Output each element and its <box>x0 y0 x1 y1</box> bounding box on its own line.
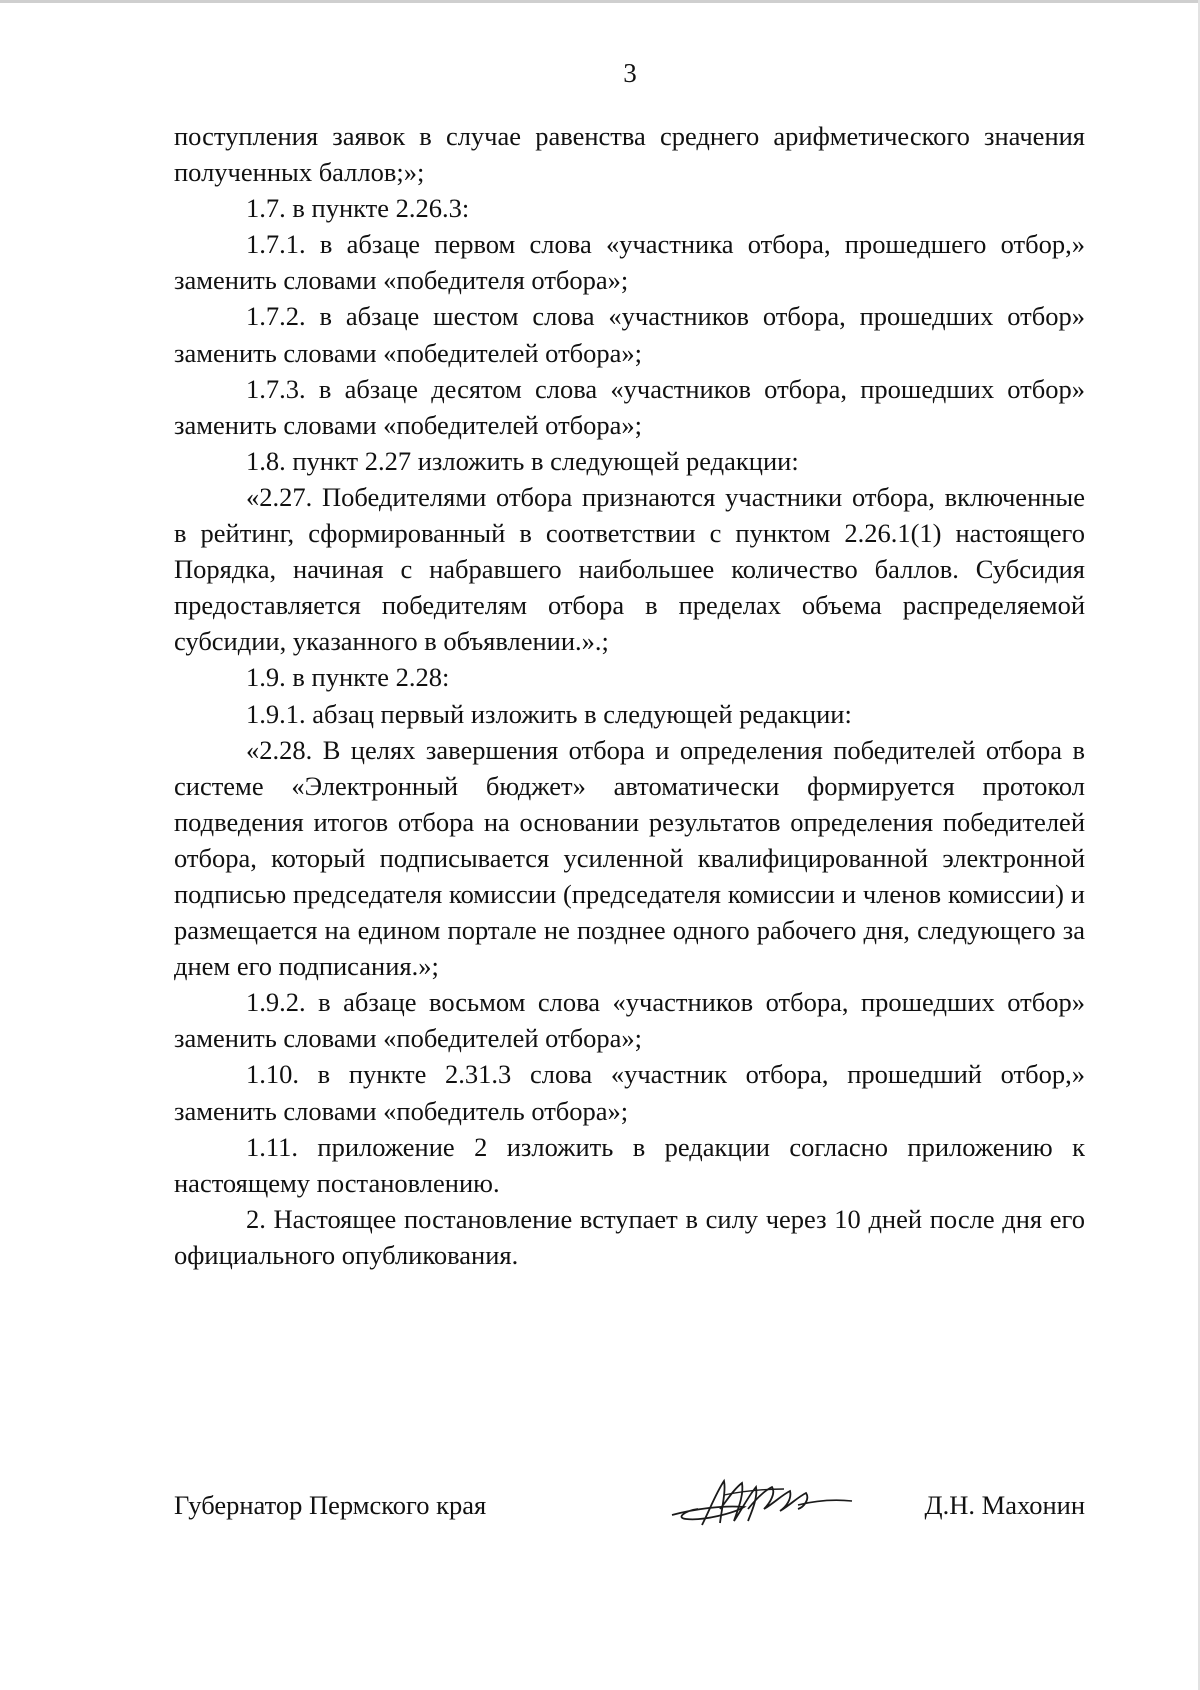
paragraph-1-11: 1.11. приложение 2 изложить в редакции согласно приложению к настоящему постановлению. <box>174 1131 1085 1198</box>
paragraph-1-7-3: 1.7.3. в абзаце десятом слова «участников отбора, прошедших отбор» заменить словами «победителей отбора»; <box>174 373 1085 440</box>
paragraph-2-28-quote: «2.28. В целях завершения отбора и определения победителей отбора в системе «Электронный бюджет» автоматически формируется протокол подведения итогов отбора на основании результатов определения победителей отбора, который подписывается усиленной квалифицированной электронной подписью председателя комиссии (председателя комиссии и членов комиссии) и размещается на едином портале не позднее одного рабочего дня, следующего за днем его подписания.»; <box>174 734 1085 982</box>
paragraph-1-9: 1.9. в пункте 2.28: <box>246 662 450 693</box>
document-body <box>174 118 1085 1273</box>
paragraph-1-10: 1.10. в пункте 2.31.3 слова «участник отбора, прошедший отбор,» заменить словами «победитель отбора»; <box>174 1059 1085 1126</box>
paragraph-2-27-quote: «2.27. Победителями отбора признаются участники отбора, включенные в рейтинг, сформированный в соответствии с пунктом 2.26.1(1) настоящего Порядка, начиная с набравшего наибольшее количество баллов. Субсидия предоставляется победителям отбора в пределах объема распределяемой субсидии, указанного в объявлении.».; <box>174 481 1085 657</box>
signer-title: Губернатор Пермского края <box>174 1490 487 1520</box>
paragraph-1-7-2: 1.7.2. в абзаце шестом слова «участников отбора, прошедших отбор» заменить словами «победителей отбора»; <box>174 301 1085 368</box>
paragraph-1-7: 1.7. в пункте 2.26.3: <box>246 193 470 224</box>
paragraph-continuation: поступления заявок в случае равенства среднего арифметического значения полученных баллов;»; <box>174 121 1085 188</box>
paragraph-1-9-2: 1.9.2. в абзаце восьмом слова «участников отбора, прошедших отбор» заменить словами «победителей отбора»; <box>174 987 1085 1054</box>
paragraph-1-9-1: 1.9.1. абзац первый изложить в следующей редакции: <box>246 698 852 729</box>
signer-name: Д.Н. Махонин <box>924 1490 1085 1520</box>
paragraph-1-8: 1.8. пункт 2.27 изложить в следующей редакции: <box>246 445 799 476</box>
paragraph-1-7-1: 1.7.1. в абзаце первом слова «участника отбора, прошедшего отбор,» заменить словами «победителя отбора»; <box>174 229 1085 296</box>
signature-block <box>174 1483 1085 1543</box>
handwritten-signature-icon <box>664 1469 864 1539</box>
scan-edge-top <box>0 0 1200 3</box>
paragraph-2: 2. Настоящее постановление вступает в силу через 10 дней после дня его официального опубликования. <box>174 1203 1085 1270</box>
page-number: 3 <box>623 58 637 88</box>
